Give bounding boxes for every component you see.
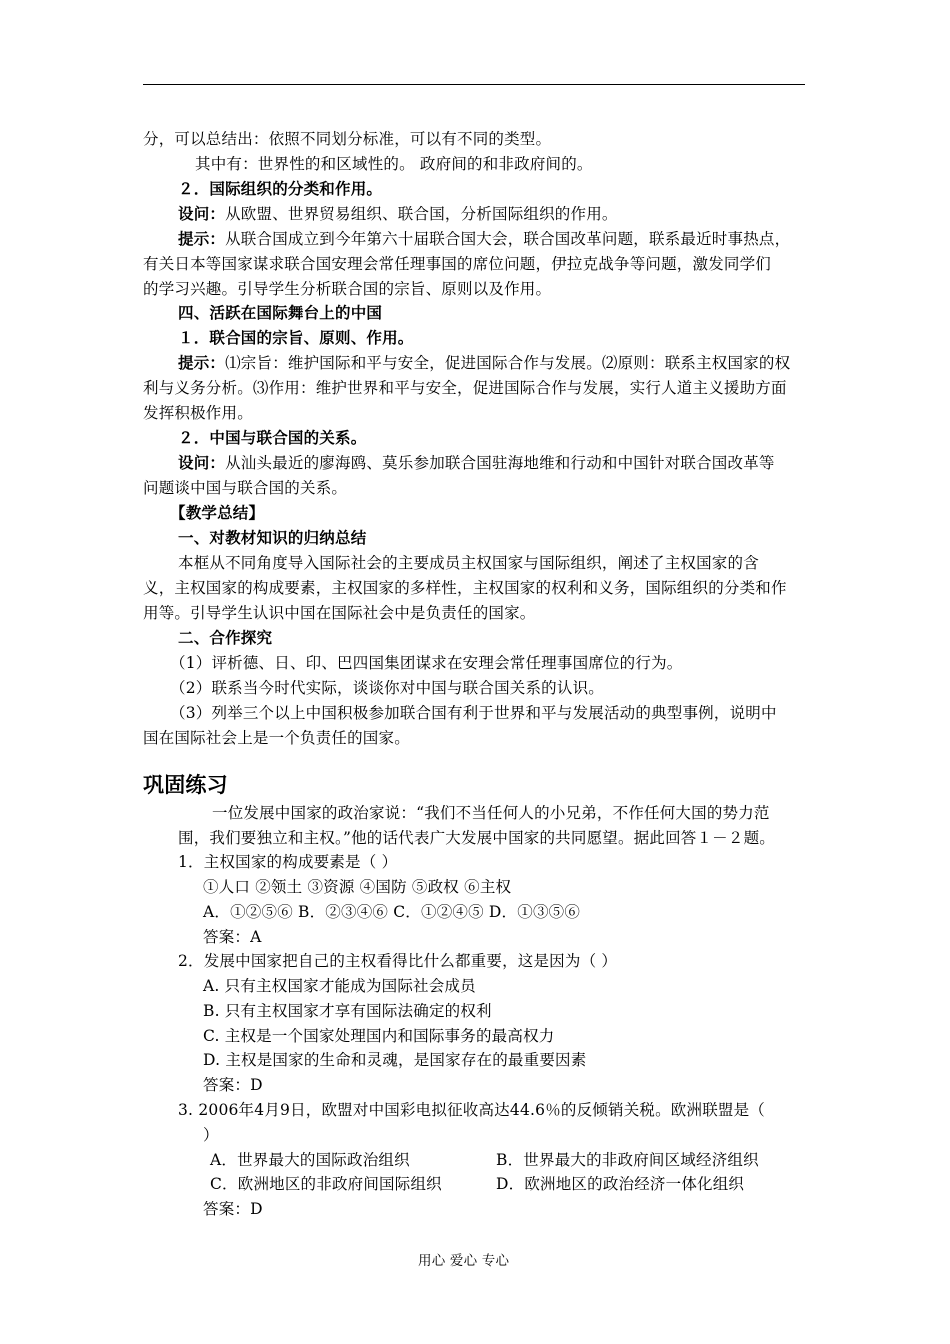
text-line: 本框从不同角度导入国际社会的主要成员主权国家与国际组织，阐述了主权国家的含 xyxy=(178,554,759,572)
question-items: ①人口 ②领土 ③资源 ④国防 ⑤政权 ⑥主权 xyxy=(203,878,512,896)
text-line: 义，主权国家的构成要素，主权国家的多样性，主权国家的权利和义务，国际组织的分类和作 xyxy=(143,579,787,597)
option: B. 只有主权国家才享有国际法确定的权利 xyxy=(203,1002,492,1020)
question-cont: ） xyxy=(203,1126,219,1144)
answer: 答案：A xyxy=(203,928,262,946)
option: D．欧洲地区的政治经济一体化组织 xyxy=(496,1175,745,1193)
text-line: 设问：从汕头最近的廖海鸥、莫乐参加联合国驻海地维和行动和中国针对联合国改革等 xyxy=(178,453,775,472)
text-line: 问题谈中国与联合国的关系。 xyxy=(143,479,348,497)
header-rule xyxy=(143,84,805,85)
text-line: 设问：从欧盟、世界贸易组织、联合国，分析国际组织的作用。 xyxy=(178,204,618,223)
section-heading: １．联合国的宗旨、原则、作用。 xyxy=(178,328,414,347)
answer: 答案：D xyxy=(203,1200,263,1218)
text-line: 其中有：世界性的和区域性的。 政府间的和非政府间的。 xyxy=(195,155,593,173)
exercise-heading: 巩固练习 xyxy=(143,773,228,797)
option: A．世界最大的国际政治组织 xyxy=(210,1151,410,1169)
text-line: （1）评析德、日、印、巴四国集团谋求在安理会常任理事国席位的行为。 xyxy=(170,654,683,672)
text-line: 用等。引导学生认识中国在国际社会中是负责任的国家。 xyxy=(143,604,536,622)
question: 2．发展中国家把自己的主权看得比什么都重要，这是因为（ ） xyxy=(178,952,618,970)
section-heading: ２．中国与联合国的关系。 xyxy=(178,428,367,447)
text-line: 利与义务分析。⑶作用：维护世界和平与安全，促进国际合作与发展，实行人道主义援助方面 xyxy=(143,379,787,397)
text-line: 发挥积极作用。 xyxy=(143,404,253,422)
text-line: 围，我们要独立和主权。”他的话代表广大发展中国家的共同愿望。据此回答１－２题。 xyxy=(178,829,775,847)
label-tishi: 提示： xyxy=(178,229,226,248)
question: 1．主权国家的构成要素是（ ） xyxy=(178,853,398,871)
section-heading: 二、合作探究 xyxy=(178,628,273,647)
section-heading: 四、活跃在国际舞台上的中国 xyxy=(178,303,383,322)
option: C. 主权是一个国家处理国内和国际事务的最高权力 xyxy=(203,1027,555,1045)
section-heading: ２．国际组织的分类和作用。 xyxy=(178,179,383,198)
text-line: （2）联系当今时代实际，谈谈你对中国与联合国关系的认识。 xyxy=(170,679,604,697)
question-options: A．①②⑤⑥ B．②③④⑥ C．①②④⑤ D．①③⑤⑥ xyxy=(203,903,581,921)
option: D. 主权是国家的生命和灵魂，是国家存在的最重要因素 xyxy=(203,1051,587,1069)
section-heading: 一、对教材知识的归纳总结 xyxy=(178,528,367,547)
page-footer: 用心 爱心 专心 xyxy=(418,1253,510,1269)
label-tishi: 提示： xyxy=(178,353,226,372)
text-line: （3）列举三个以上中国积极参加联合国有利于世界和平与发展活动的典型事例，说明中 xyxy=(170,704,777,722)
text-line: 一位发展中国家的政治家说：“我们不当任何人的小兄弟，不作任何大国的势力范 xyxy=(212,804,770,822)
option: C．欧洲地区的非政府间国际组织 xyxy=(210,1175,442,1193)
text-line: 分，可以总结出：依照不同划分标准，可以有不同的类型。 xyxy=(143,130,552,148)
option: B．世界最大的非政府间区域经济组织 xyxy=(496,1151,759,1169)
text-line: 提示：从联合国成立到今年第六十届联合国大会，联合国改革问题，联系最近时事热点， xyxy=(178,229,791,248)
text-line: 有关日本等国家谋求联合国安理会常任理事国的席位问题，伊拉克战争等问题，激发同学们 xyxy=(143,255,772,273)
answer: 答案：D xyxy=(203,1076,263,1094)
label-shewen: 设问： xyxy=(178,453,226,472)
text-line: 国在国际社会上是一个负责任的国家。 xyxy=(143,729,410,747)
label-shewen: 设问： xyxy=(178,204,226,223)
text-line: 的学习兴趣。引导学生分析联合国的宗旨、原则以及作用。 xyxy=(143,280,552,298)
text-line: 提示：⑴宗旨：维护国际和平与安全，促进国际合作与发展。⑵原则：联系主权国家的权 xyxy=(178,353,791,372)
option: A. 只有主权国家才能成为国际社会成员 xyxy=(203,977,476,995)
question: 3. 2006年4月9日，欧盟对中国彩电拟征收高达44.6％的反倾销关税。欧洲联盟是（ xyxy=(178,1101,765,1119)
section-heading: 【教学总结】 xyxy=(170,503,265,522)
